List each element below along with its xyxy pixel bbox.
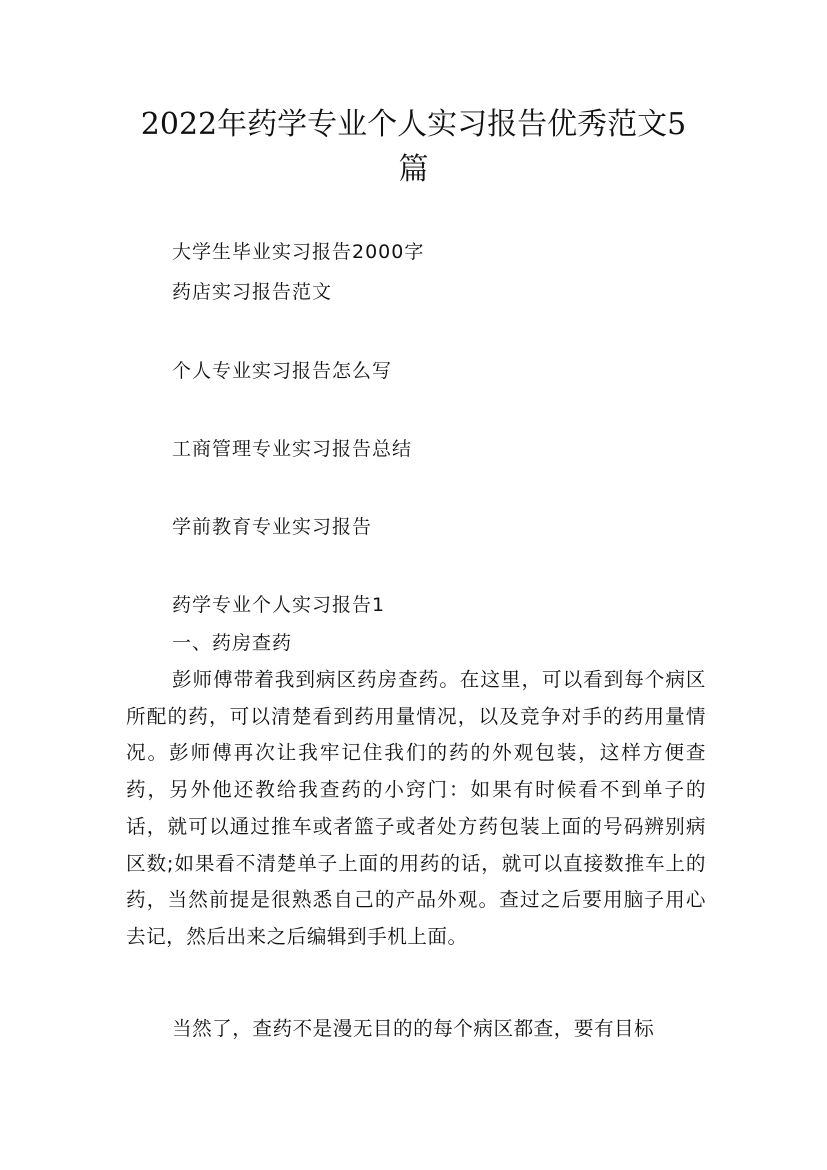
related-link-3[interactable]: 个人专业实习报告怎么写	[172, 360, 393, 382]
body-paragraph-1: 彭师傅带着我到病区药房查药。在这里，可以看到每个病区所配的药，可以清楚看到药用量情况，以及竞争对手的药用量情况。彭师傅再次让我牢记住我们的药的外观包装，这样方便查药，另外他还教给我查药的小窍门：如果有时候看不到单子的话，就可以通过推车或者篮子或者处方药包装上面的号码辨别病区数;如果看不清楚单子上面的用药的话，就可以直接数推车上的药，当然前提是很熟悉自己的产品外观。查过之后要用脑子用心去记，然后出来之后编辑到手机上面。	[126, 668, 706, 948]
subheading: 一、药房查药	[172, 632, 293, 654]
document-title: 2022年药学专业个人实习报告优秀范文5	[140, 107, 687, 142]
section-heading: 药学专业个人实习报告1	[172, 594, 386, 616]
body-paragraph-2: 当然了，查药不是漫无目的的每个病区都查，要有目标	[172, 1017, 655, 1040]
related-link-5[interactable]: 学前教育专业实习报告	[172, 516, 373, 538]
related-link-1[interactable]: 大学生毕业实习报告2000字	[172, 241, 425, 263]
related-link-4[interactable]: 工商管理专业实习报告总结	[172, 438, 413, 460]
related-link-2[interactable]: 药店实习报告范文	[172, 281, 333, 303]
document-title-continued: 篇	[398, 152, 429, 187]
